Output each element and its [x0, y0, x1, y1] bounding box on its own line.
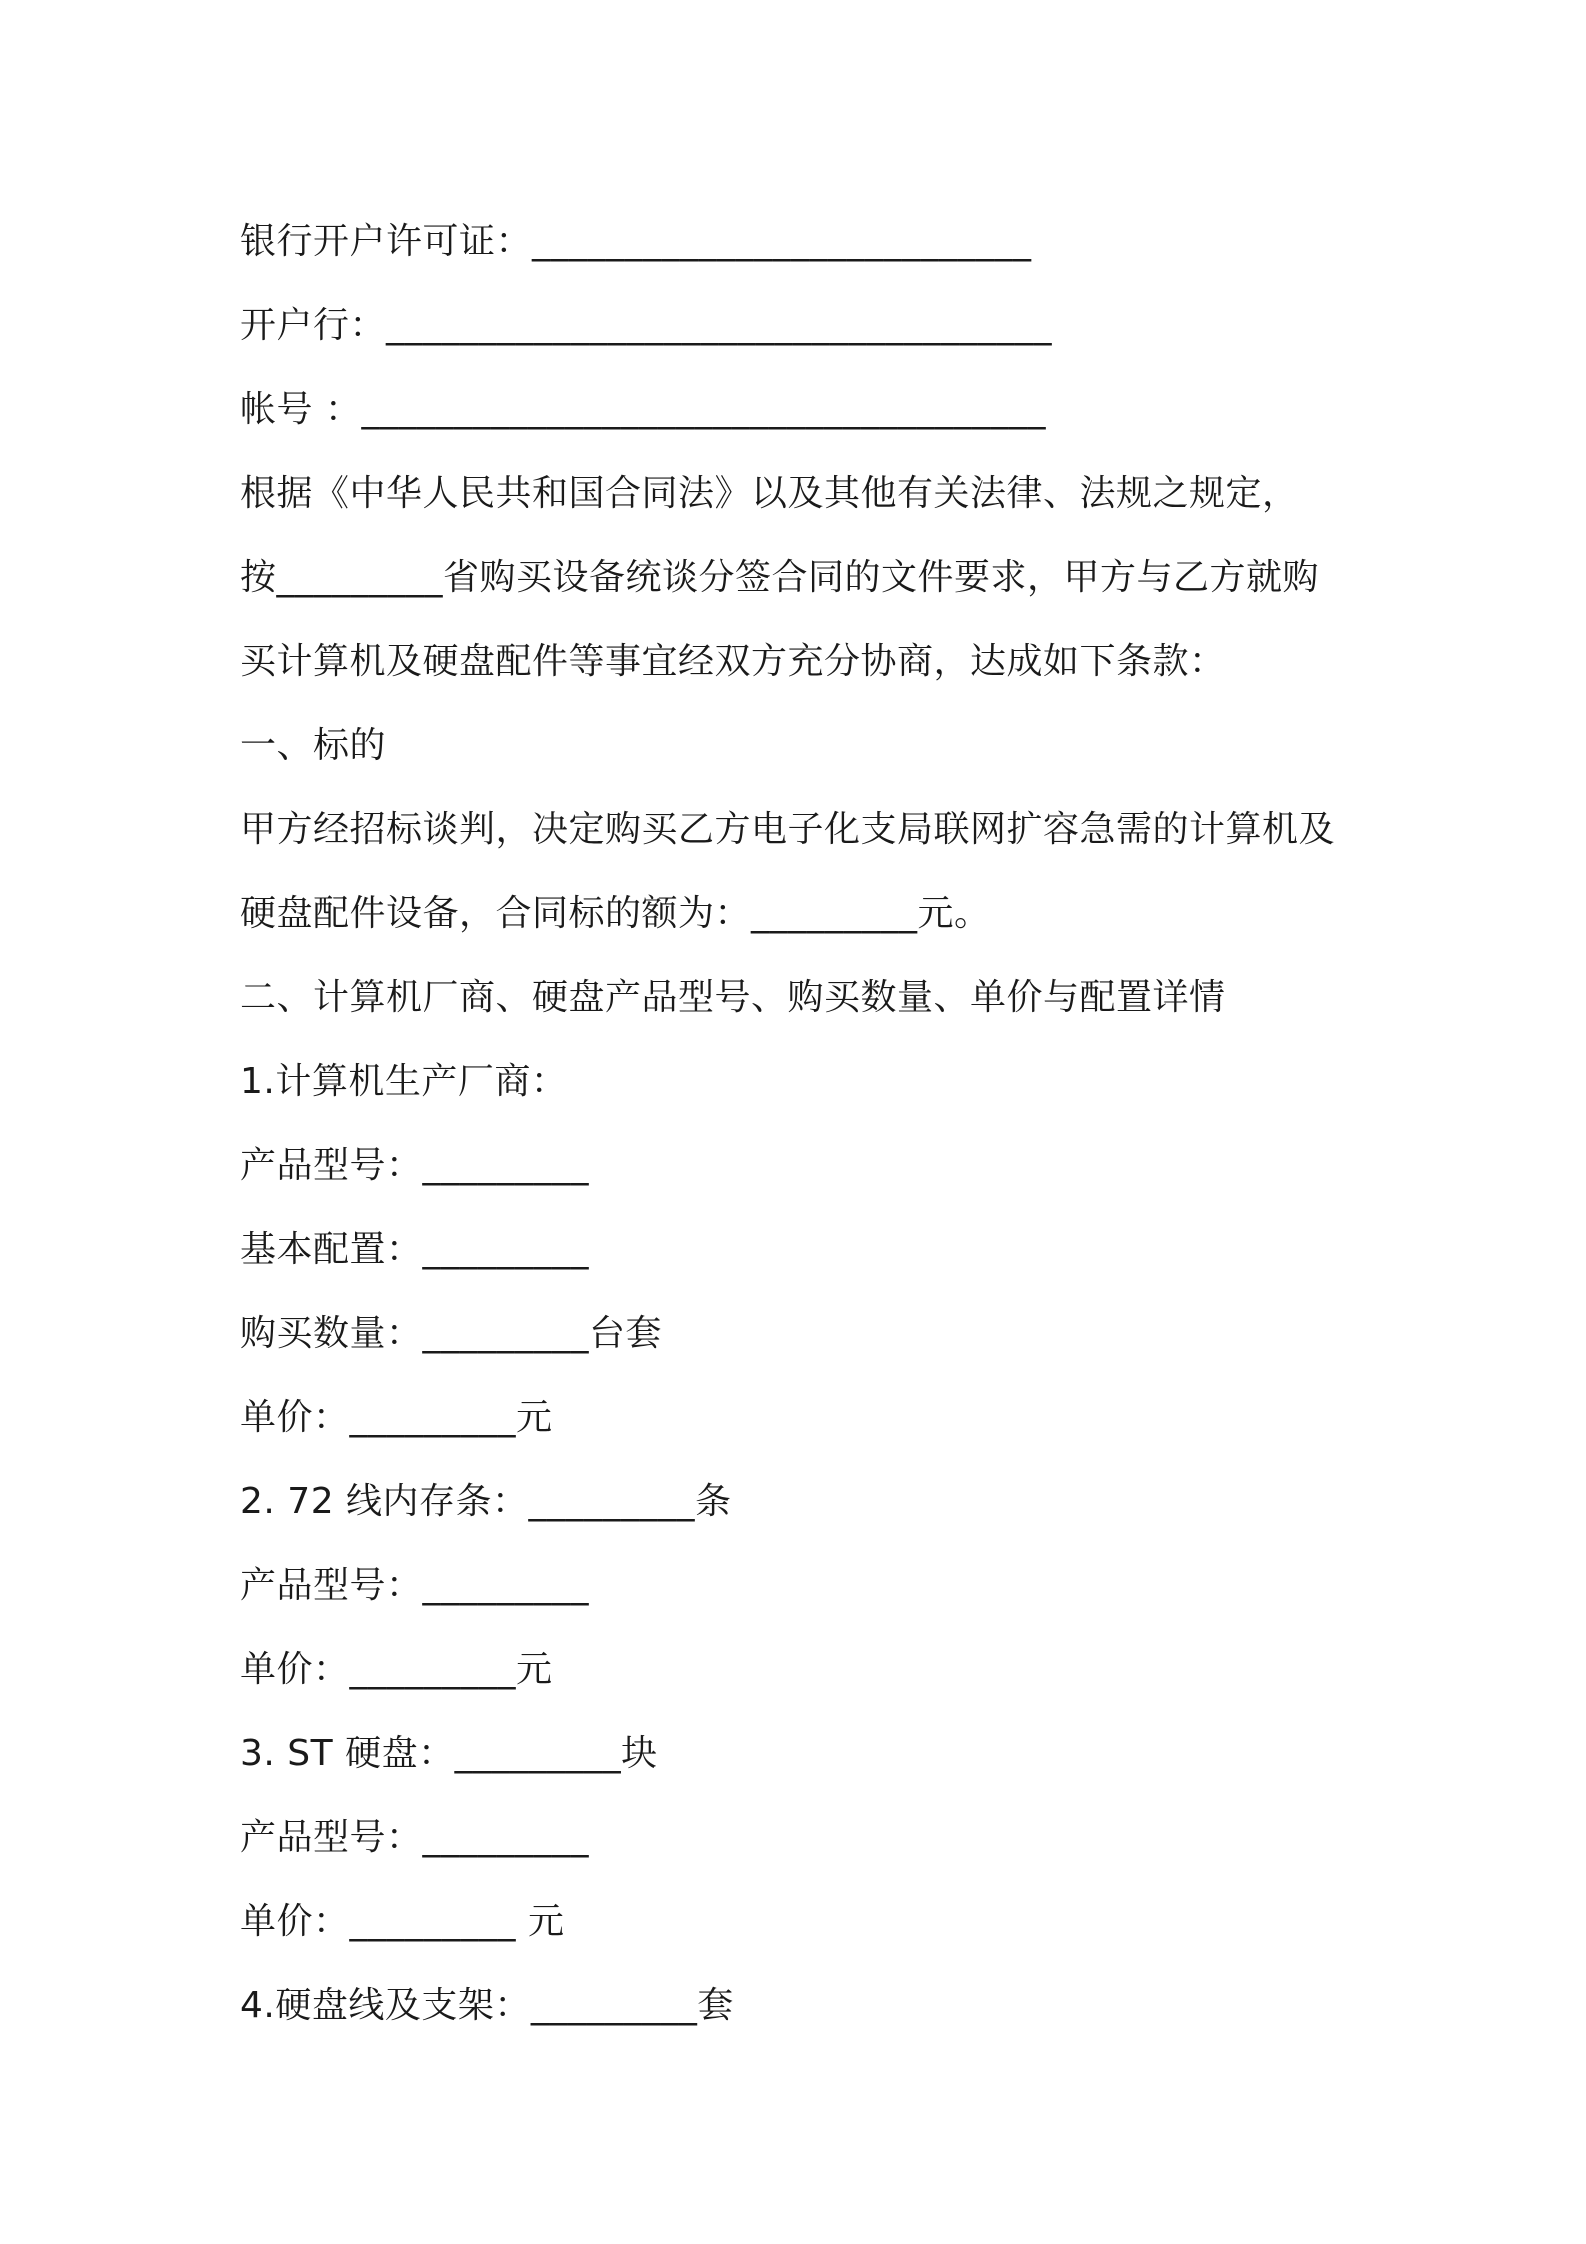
subject-line-2: 硬盘配件设备，合同标的额为：_________元。: [240, 893, 991, 934]
item-1-config: 基本配置：_________: [240, 1229, 590, 1270]
preamble-line-2: 按_________省购买设备统谈分签合同的文件要求，甲方与乙方就购: [240, 557, 1320, 598]
section-heading-subject: 一、标的: [240, 725, 387, 766]
item-1-manufacturer: 1.计算机生产厂商：: [240, 1061, 568, 1102]
account-number-line: 帐号 ：_____________________________________: [240, 389, 1046, 430]
section-heading-details: 二、计算机厂商、硬盘产品型号、购买数量、单价与配置详情: [240, 977, 1226, 1018]
document-page: [240, 200, 1360, 2048]
item-1-quantity: 购买数量：_________台套: [240, 1313, 663, 1354]
subject-line-1: 甲方经招标谈判，决定购买乙方电子化支局联网扩容急需的计算机及: [240, 809, 1336, 850]
item-1-price: 单价：_________元: [240, 1397, 553, 1438]
bank-license-line: 银行开户许可证：___________________________: [240, 221, 1032, 262]
item-2-memory: 2. 72 线内存条：_________条: [240, 1481, 732, 1522]
item-3-model: 产品型号：_________: [240, 1817, 590, 1858]
preamble-line-3: 买计算机及硬盘配件等事宜经双方充分协商，达成如下条款：: [240, 641, 1226, 682]
item-2-price: 单价：_________元: [240, 1649, 553, 1690]
item-4-cable-bracket: 4.硬盘线及支架：_________套: [240, 1985, 734, 2026]
item-3-hard-disk: 3. ST 硬盘：_________块: [240, 1733, 658, 1774]
item-2-model: 产品型号：_________: [240, 1565, 590, 1606]
item-1-model: 产品型号：_________: [240, 1145, 590, 1186]
preamble-line-1: 根据《中华人民共和国合同法》以及其他有关法律、法规之规定，: [240, 473, 1299, 514]
bank-name-line: 开户行：____________________________________: [240, 305, 1053, 346]
item-3-price: 单价：_________ 元: [240, 1901, 565, 1942]
